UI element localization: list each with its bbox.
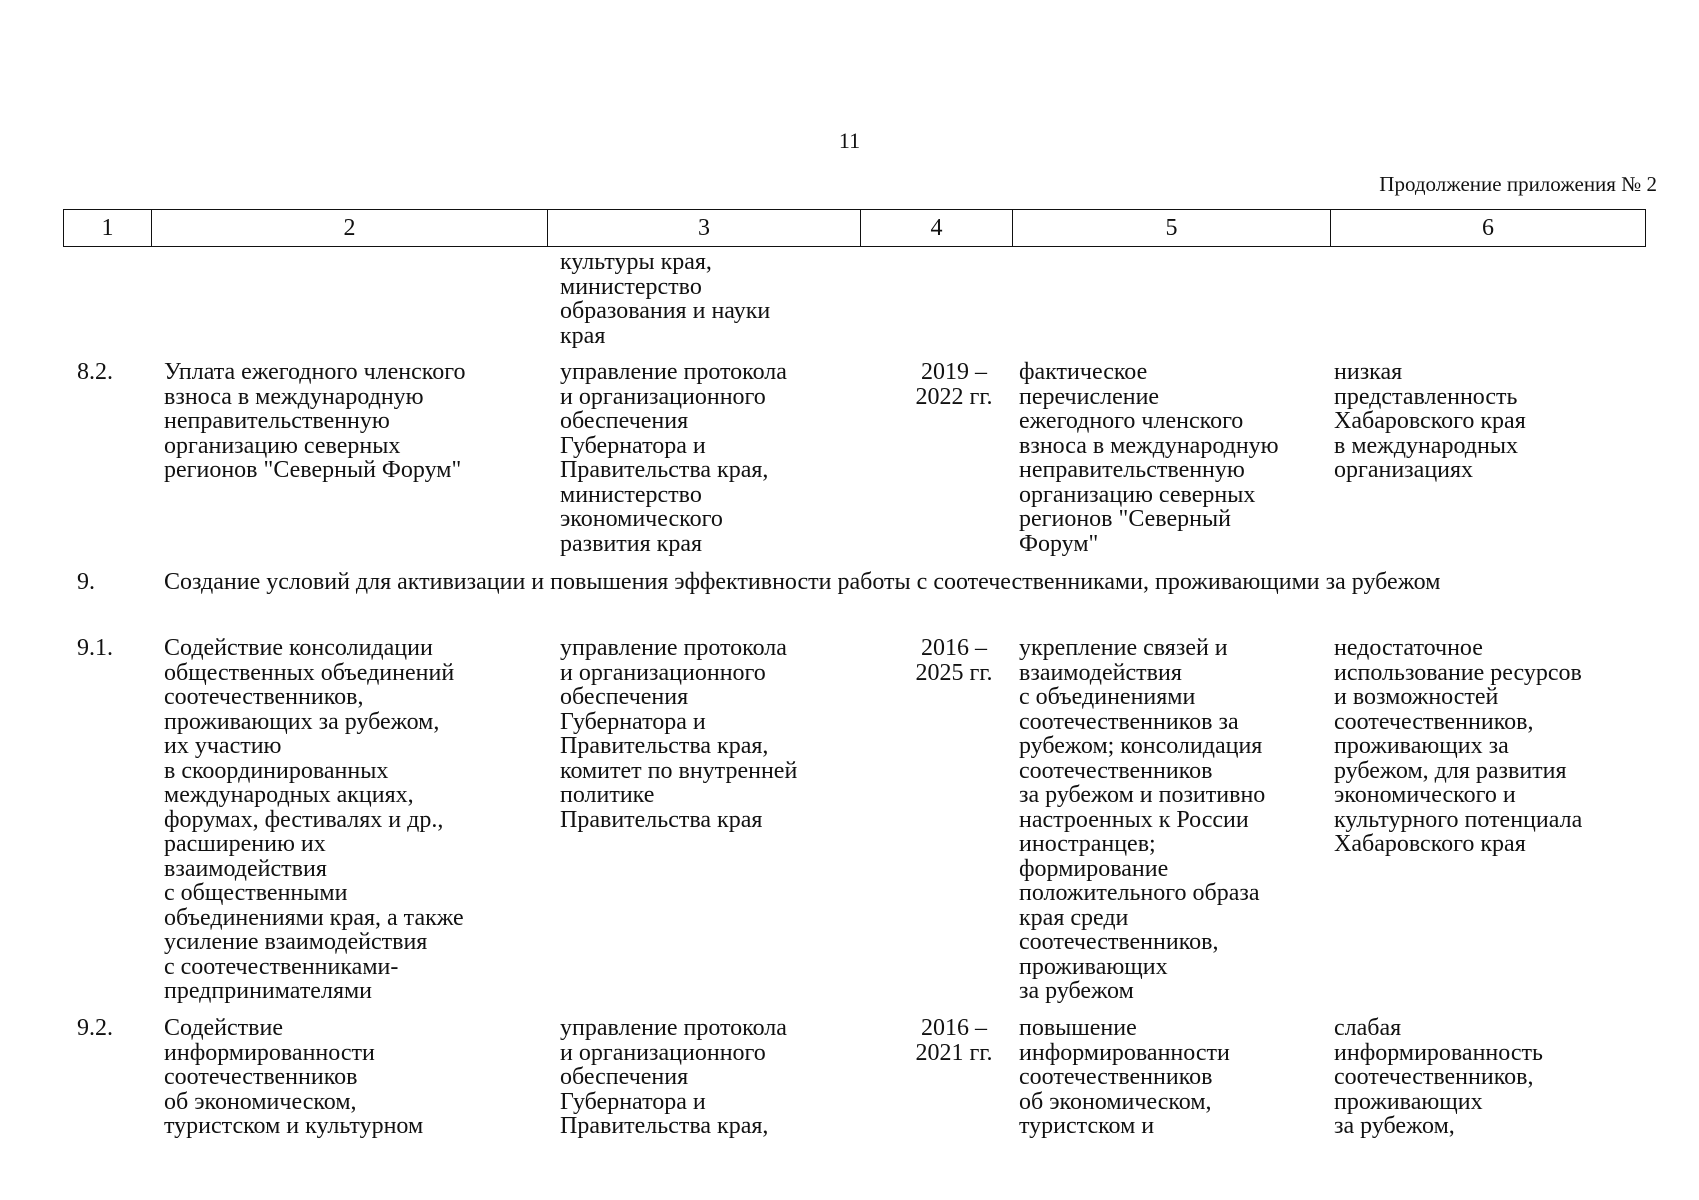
column-header-1: 1 bbox=[64, 210, 152, 247]
section-title: Создание условий для активизации и повышения эффективности работы с соотечественниками, проживающими за рубежом bbox=[164, 569, 1441, 595]
continuation-note: Продолжение приложения № 2 bbox=[1379, 172, 1657, 196]
column-header-2: 2 bbox=[152, 210, 548, 247]
expected-result-cell: укрепление связей и взаимодействия с объединениями соотечественников за рубежом; консолидация соотечественников за рубежом и позитивно настроенных к России иностранцев; формирование положительного образа края среди соотечественников, проживающих за рубежом bbox=[1019, 635, 1266, 1004]
column-header-6: 6 bbox=[1331, 210, 1646, 247]
executor-cell: управление протокола и организационного обеспечения Губернатора и Правительства края, министерство экономического развития края bbox=[560, 359, 787, 557]
executor-cell: управление протокола и организационного обеспечения Губернатора и Правительства края, комитет по внутренней политике Правительства края bbox=[560, 635, 798, 833]
measure-name-cell: Содействие информированности соотечественников об экономическом, туристском и культурном bbox=[164, 1015, 424, 1139]
column-header-3: 3 bbox=[548, 210, 861, 247]
measure-name-cell: Содействие консолидации общественных объединений соотечественников, проживающих за рубежом, их участию в скоординированных международных акциях, форумах, фестивалях и др., расширению их взаимодействия с общественными объединениями края, а также усиление взаимодействия с соотечественниками- предпринимателями bbox=[164, 635, 464, 1004]
item-number: 9.2. bbox=[77, 1015, 113, 1041]
section-number: 9. bbox=[77, 569, 95, 595]
term-cell: 2019 – 2022 гг. bbox=[915, 359, 993, 410]
term-cell: 2016 – 2025 гг. bbox=[915, 635, 993, 686]
column-header-4: 4 bbox=[861, 210, 1013, 247]
executor-cell: культуры края, министерство образования и науки края bbox=[560, 249, 771, 349]
expected-result-cell: повышение информированности соотечественников об экономическом, туристском и bbox=[1019, 1015, 1230, 1139]
risk-cell: недостаточное использование ресурсов и возможностей соотечественников, проживающих за рубежом, для развития экономического и культурного потенциала Хабаровского края bbox=[1334, 635, 1583, 857]
risk-cell: слабая информированность соотечественников, проживающих за рубежом, bbox=[1334, 1015, 1543, 1139]
page-number: 11 bbox=[838, 128, 861, 153]
expected-result-cell: фактическое перечисление ежегодного членского взноса в международную неправительственную организацию северных регионов "Северный Форум" bbox=[1019, 359, 1279, 557]
term-cell: 2016 – 2021 гг. bbox=[915, 1015, 993, 1066]
column-header-5: 5 bbox=[1013, 210, 1331, 247]
item-number: 9.1. bbox=[77, 635, 113, 661]
column-header-table bbox=[63, 209, 1646, 247]
column-header-row bbox=[64, 210, 1646, 247]
measure-name-cell: Уплата ежегодного членского взноса в международную неправительственную организацию северных регионов "Северный Форум" bbox=[164, 359, 466, 483]
risk-cell: низкая представленность Хабаровского края в международных организациях bbox=[1334, 359, 1526, 483]
item-number: 8.2. bbox=[77, 359, 113, 385]
executor-cell: управление протокола и организационного обеспечения Губернатора и Правительства края, bbox=[560, 1015, 787, 1139]
